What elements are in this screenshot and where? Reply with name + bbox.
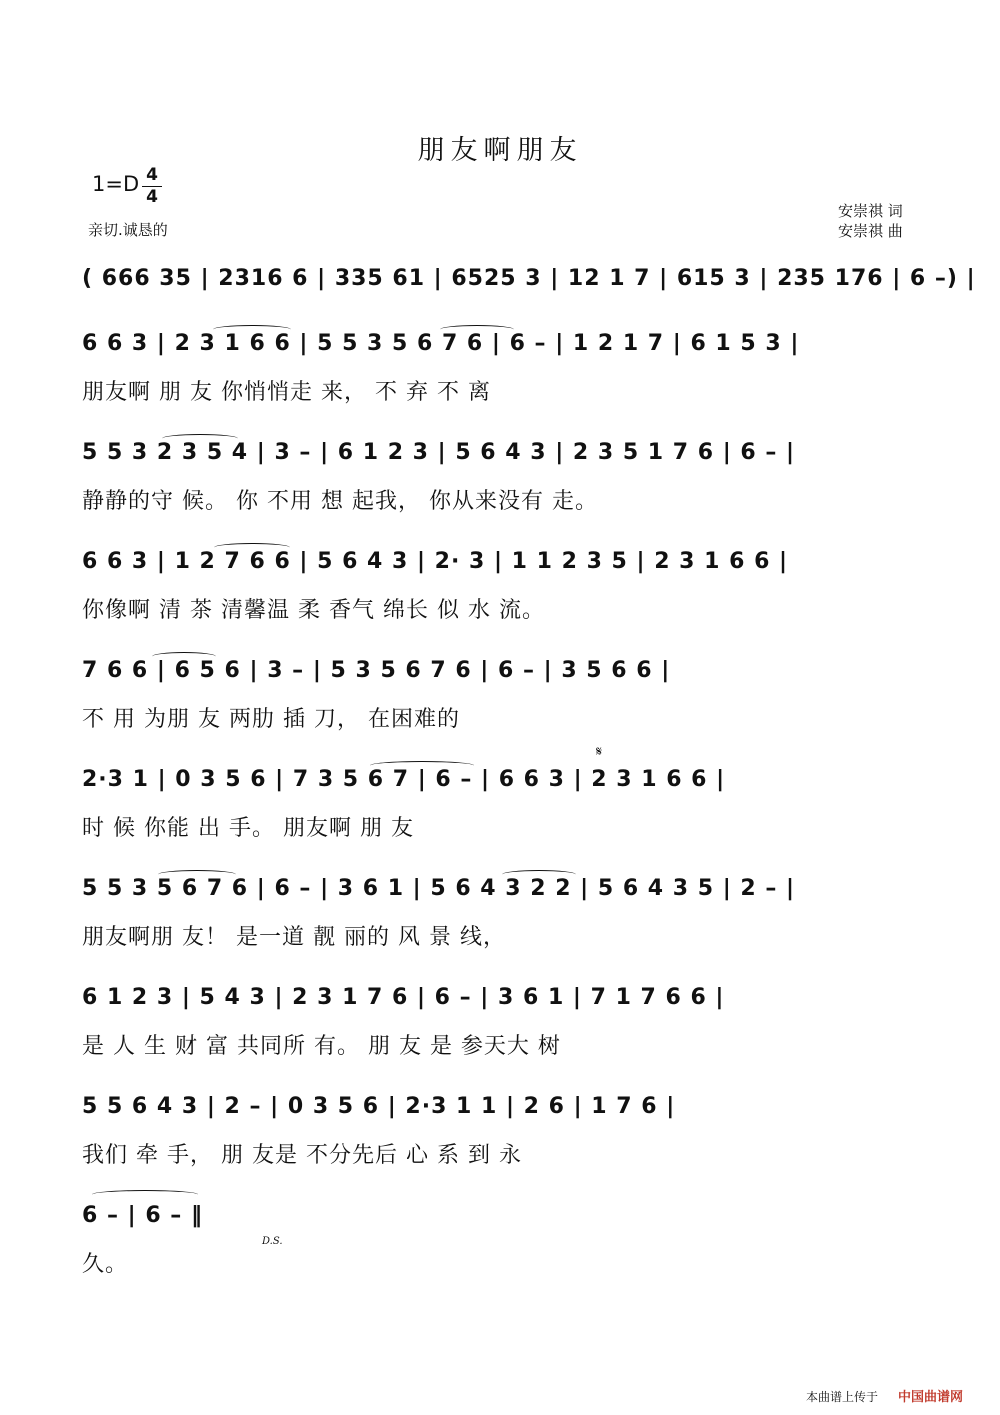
slur-arc: [370, 761, 474, 770]
slur-arc: [158, 870, 236, 879]
slur-arc: [214, 543, 290, 552]
score-lyrics-line: 我们 牵 手， 朋 友是 不分先后 心 系 到 永: [82, 1143, 522, 1168]
slur-arc: [440, 325, 514, 334]
lyricist-credit: 安崇祺 词: [838, 202, 903, 220]
ds-marking: D.S.: [262, 1236, 283, 1247]
score-notes-line: 5 5 3 5 6 7 6 | 6 – | 3 6 1 | 5 6 4 3 2 2 | 5 6 4 3 5 | 2 – |: [82, 876, 796, 901]
score-notes-line: 6 – | 6 – ‖: [82, 1203, 203, 1228]
time-signature-bottom: 4: [146, 187, 158, 207]
site-logo: 中国曲谱网: [898, 1390, 964, 1405]
score-lyrics-line: 不 用 为朋 友 两肋 插 刀， 在困难的: [82, 707, 460, 732]
score-notes-line: ( 666 35 | 2316 6 | 335 61 | 6525 3 | 12 1 7 | 615 3 | 235 176 | 6 –) |: [82, 266, 976, 291]
slur-arc: [152, 652, 216, 661]
footer-note: 本曲谱上传于: [806, 1390, 879, 1404]
tie-arc: [92, 1190, 198, 1199]
tempo-marking: 亲切.诚恳的: [88, 221, 168, 239]
score-notes-line: 6 6 3 | 1 2 7 6 6 | 5 6 4 3 | 2· 3 | 1 1 2 3 5 | 2 3 1 6 6 |: [82, 549, 789, 574]
page-title: 朋友啊朋友: [417, 135, 583, 166]
score-lyrics-line: 朋友啊朋 友！ 是一道 靓 丽的 风 景 线，: [82, 925, 506, 950]
score-notes-line: 5 5 6 4 3 | 2 – | 0 3 5 6 | 2·3 1 1 | 2 6 | 1 7 6 |: [82, 1094, 676, 1119]
segno-sign: 𝄋: [596, 744, 603, 760]
score-notes-line: 5 5 3 2 3 5 4 | 3 – | 6 1 2 3 | 5 6 4 3 | 2 3 5 1 7 6 | 6 – |: [82, 440, 796, 465]
score-lyrics-line: 久。: [82, 1252, 129, 1277]
composer-credit: 安崇祺 曲: [838, 222, 903, 240]
score-notes-line: 6 6 3 | 2 3 1 6 6 | 5 5 3 5 6 7 6 | 6 – | 1 2 1 7 | 6 1 5 3 |: [82, 331, 800, 356]
score-notes-line: 6 1 2 3 | 5 4 3 | 2 3 1 7 6 | 6 – | 3 6 1 | 7 1 7 6 6 |: [82, 985, 725, 1010]
slur-arc: [162, 434, 238, 443]
time-signature: [142, 166, 162, 207]
score-lyrics-line: 时 候 你能 出 手。 朋友啊 朋 友: [82, 816, 414, 841]
score-notes-line: 2·3 1 | 0 3 5 6 | 7 3 5 6 7 | 6 – | 6 6 3 | 2 3 1 6 6 |: [82, 767, 726, 792]
key-signature: 1=D: [92, 172, 140, 196]
slur-arc: [502, 870, 576, 879]
time-signature-top: 4: [146, 165, 158, 185]
slur-arc: [213, 325, 291, 334]
score-lyrics-line: 你像啊 清 茶 清馨温 柔 香气 绵长 似 水 流。: [82, 598, 545, 623]
score-lyrics-line: 是 人 生 财 富 共同所 有。 朋 友 是 参天大 树: [82, 1034, 561, 1059]
score-notes-line: 7 6 6 | 6 5 6 | 3 – | 5 3 5 6 7 6 | 6 – | 3 5 6 6 |: [82, 658, 671, 683]
score-lyrics-line: 朋友啊 朋 友 你悄悄走 来， 不 弃 不 离: [82, 380, 491, 405]
score-lyrics-line: 静静的守 候。 你 不用 想 起我， 你从来没有 走。: [82, 489, 598, 514]
